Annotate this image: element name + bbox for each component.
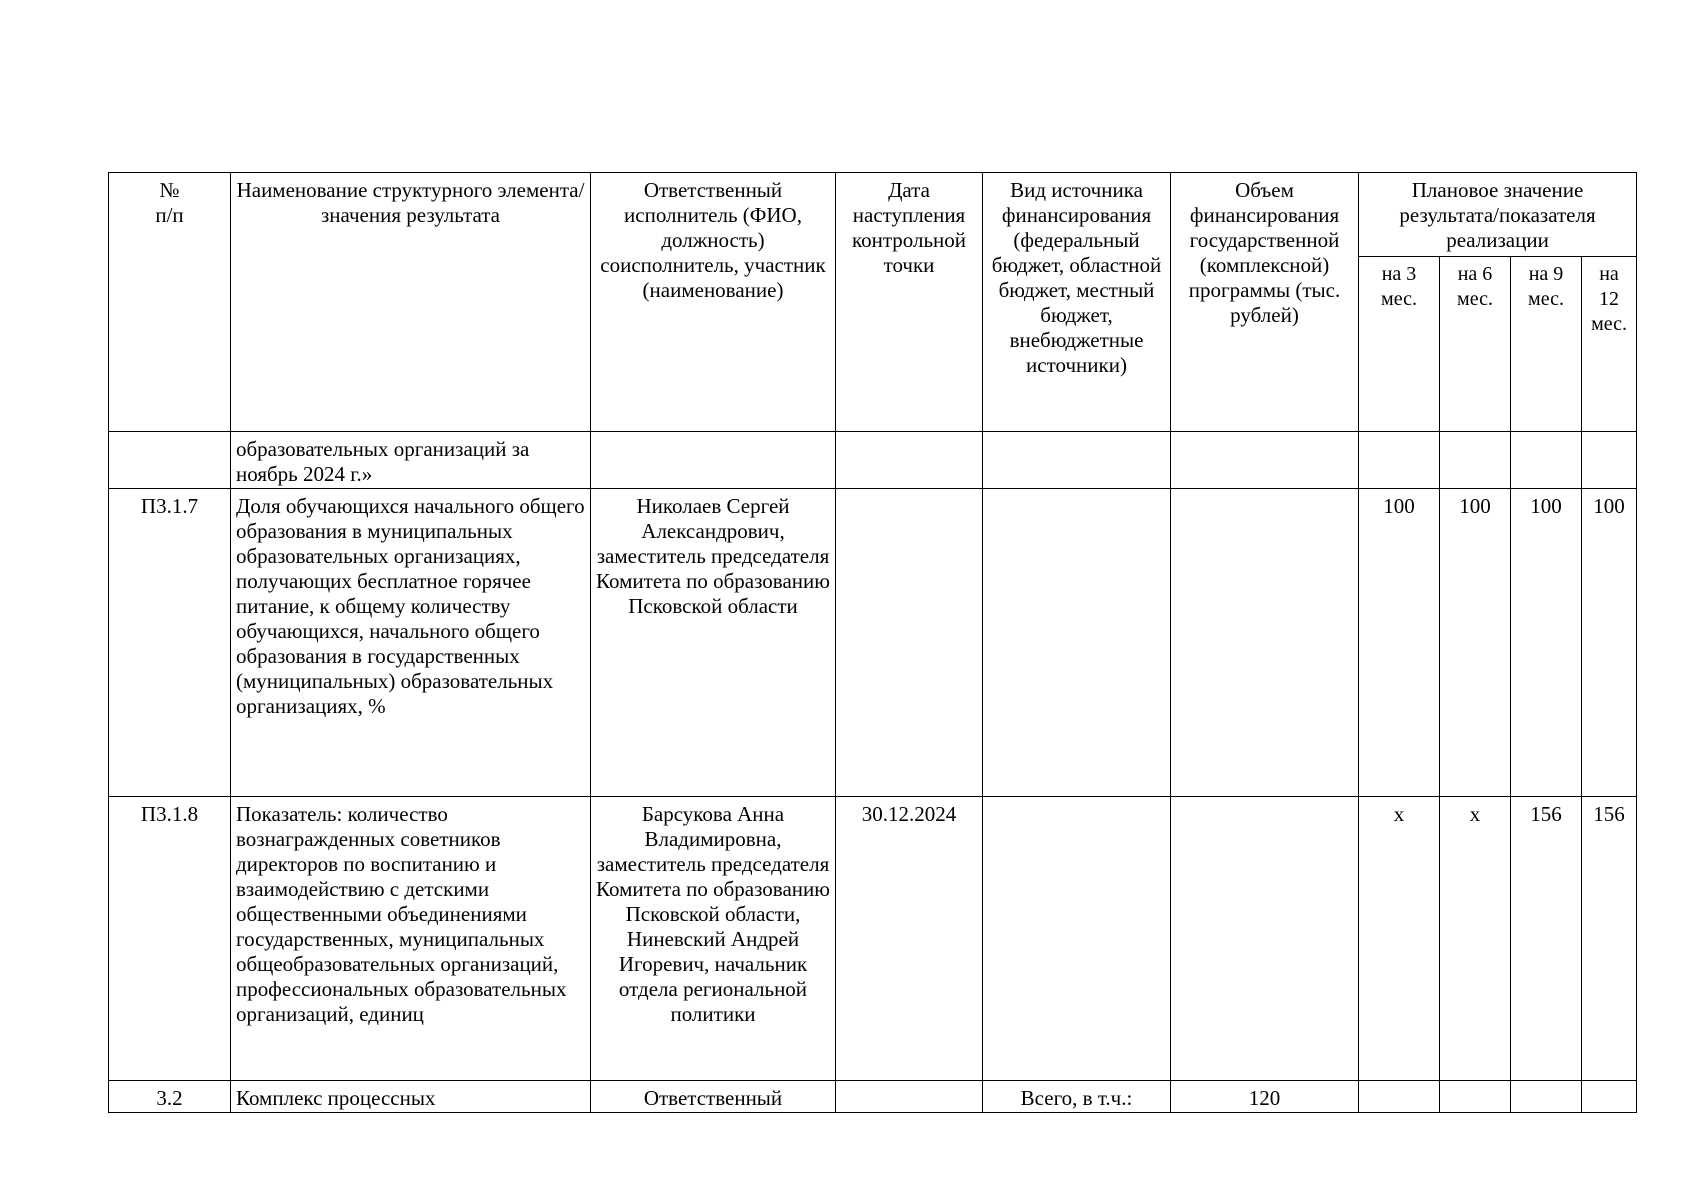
row-q6 [1440, 432, 1511, 489]
row-q9 [1511, 432, 1582, 489]
table-row [109, 797, 1637, 1081]
table-row [109, 1081, 1637, 1113]
row-name: Доля обучающихся начального общего образования в муниципальных образовательных организациях, получающих бесплатное горячее питание, к общему количеству обучающихся, начального общего образования в государственных (муниципальных) образовательных организациях, % [231, 489, 591, 797]
row-q12 [1582, 432, 1637, 489]
row-date: 30.12.2024 [836, 797, 983, 1081]
header-responsible: Ответственный исполнитель (ФИО, должность) соисполнитель, участник (наименование) [591, 173, 836, 432]
row-date [836, 489, 983, 797]
row-responsible: Барсукова Анна Владимировна, заместитель председателя Комитета по образованию Псковской области, Ниневский Андрей Игоревич, начальник отдела региональной политики [591, 797, 836, 1081]
row-date [836, 1081, 983, 1113]
program-table [108, 172, 1637, 1113]
row-source [983, 797, 1171, 1081]
header-date: Дата наступления контрольной точки [836, 173, 983, 432]
header-volume: Объем финансирования государственной (комплексной) программы (тыс. рублей) [1171, 173, 1359, 432]
row-q6: х [1440, 797, 1511, 1081]
row-volume: 120 [1171, 1081, 1359, 1113]
header-name: Наименование структурного элемента/ значения результата [231, 173, 591, 432]
row-name: образовательных организаций за ноябрь 2024 г.» [231, 432, 591, 489]
row-responsible [591, 432, 836, 489]
row-q9 [1511, 1081, 1582, 1113]
row-q3: х [1359, 797, 1440, 1081]
row-source [983, 432, 1171, 489]
row-q9: 100 [1511, 489, 1582, 797]
row-q6 [1440, 1081, 1511, 1113]
row-responsible: Николаев Сергей Александрович, заместитель председателя Комитета по образованию Псковской области [591, 489, 836, 797]
row-q12: 156 [1582, 797, 1637, 1081]
row-num: 3.2 [109, 1081, 231, 1113]
header-row [109, 173, 1637, 257]
row-volume [1171, 432, 1359, 489]
row-responsible: Ответственный [591, 1081, 836, 1113]
row-q6: 100 [1440, 489, 1511, 797]
row-date [836, 432, 983, 489]
row-source: Всего, в т.ч.: [983, 1081, 1171, 1113]
table-row [109, 489, 1637, 797]
row-volume [1171, 797, 1359, 1081]
row-q12: 100 [1582, 489, 1637, 797]
header-q6: на 6 мес. [1440, 257, 1511, 432]
header-plan: Плановое значение результата/показателя реализации [1359, 173, 1637, 257]
row-q9: 156 [1511, 797, 1582, 1081]
header-num: № п/п [109, 173, 231, 432]
header-source: Вид источника финансирования (федеральный бюджет, областной бюджет, местный бюджет, внебюджетные источники) [983, 173, 1171, 432]
row-q3: 100 [1359, 489, 1440, 797]
row-num: П3.1.7 [109, 489, 231, 797]
row-source [983, 489, 1171, 797]
row-name: Комплекс процессных [231, 1081, 591, 1113]
table-row [109, 432, 1637, 489]
row-num [109, 432, 231, 489]
header-q9: на 9 мес. [1511, 257, 1582, 432]
header-q3: на 3 мес. [1359, 257, 1440, 432]
row-volume [1171, 489, 1359, 797]
row-name: Показатель: количество вознагражденных советников директоров по воспитанию и взаимодействию с детскими общественными объединениями государственных, муниципальных общеобразовательных организаций, профессиональных образовательных организаций, единиц [231, 797, 591, 1081]
row-q3 [1359, 432, 1440, 489]
header-q12: на 12 мес. [1582, 257, 1637, 432]
row-q3 [1359, 1081, 1440, 1113]
row-num: П3.1.8 [109, 797, 231, 1081]
row-q12 [1582, 1081, 1637, 1113]
